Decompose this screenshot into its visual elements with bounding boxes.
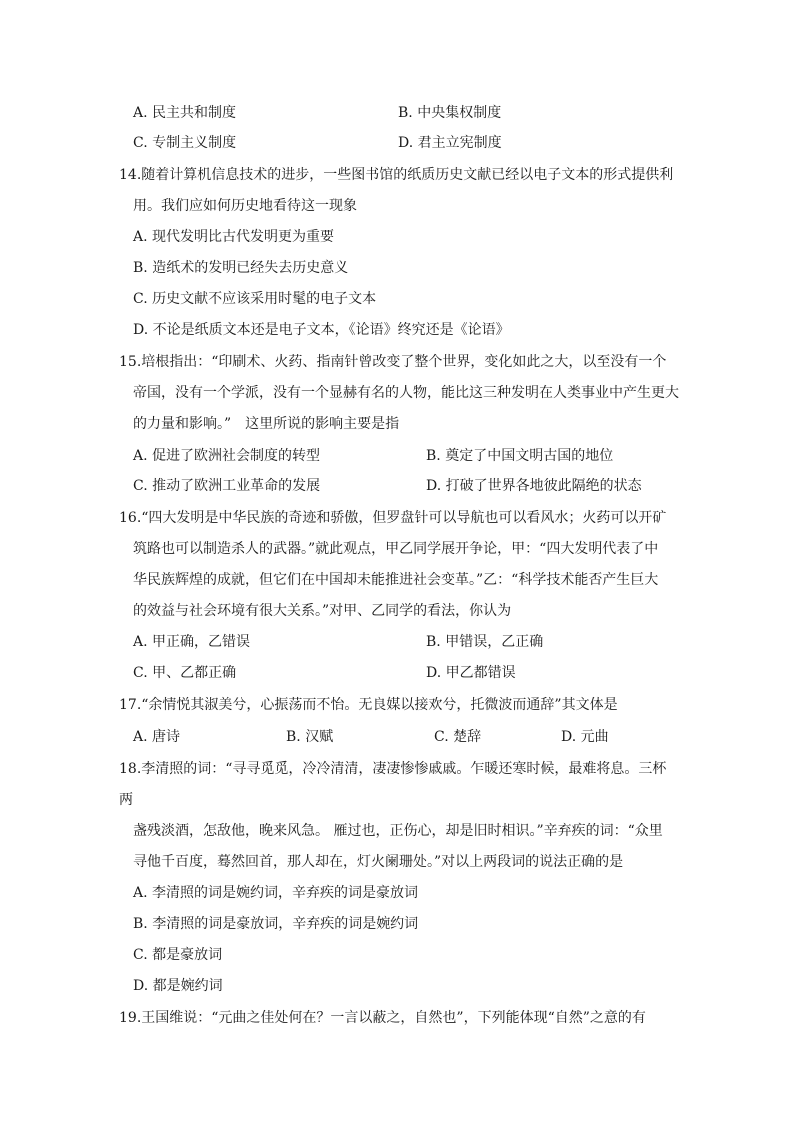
q17-option-c: C. 楚辞 [434,729,482,745]
q13-option-c: C. 专制主义制度 [133,135,237,151]
q15-stem-line-1: 15.培根指出：“印刷术、火药、指南针曾改变了整个世界，变化如此之大，以至没有一个 [119,354,667,370]
q16-stem-line-1: 16.“四大发明是中华民族的奇迹和骄傲，但罗盘针可以导航也可以看风水；火药可以开矿 [119,510,667,526]
q18-option-c: C. 都是豪放词 [133,947,223,963]
q16-stem-line-4: 的效益与社会环境有很大关系。”对甲、乙同学的看法，你认为 [133,603,512,619]
q17-option-b: B. 汉赋 [286,729,334,745]
q14-option-a: A. 现代发明比古代发明更为重要 [133,229,335,245]
q15-stem-line-3: 的力量和影响。” 这里所说的影响主要是指 [133,416,400,432]
q13-option-b: B. 中央集权制度 [398,105,502,121]
q18-stem-line-3: 盏残淡酒，怎敌他，晚来风急。 雁过也，正伤心，却是旧时相识。”辛弃疾的词：“众里 [133,823,663,839]
q15-option-a: A. 促进了欧洲社会制度的转型 [133,448,321,464]
q15-option-d: D. 打破了世界各地彼此隔绝的状态 [426,478,642,494]
q13-option-a: A. 民主共和制度 [133,105,237,121]
q15-stem-line-2: 帝国，没有一个学派，没有一个显赫有名的人物，能比这三种发明在人类事业中产生更大 [133,385,679,401]
q17-option-d: D. 元曲 [561,729,609,745]
q14-option-c: C. 历史文献不应该采用时髦的电子文本 [133,291,377,307]
q18-stem-line-1: 18.李清照的词：“寻寻觅觅，冷冷清清，凄凄惨惨戚戚。乍暖还寒时候，最难将息。三杯 [119,761,667,777]
q15-option-c: C. 推动了欧洲工业革命的发展 [133,478,321,494]
q16-stem-line-3: 华民族辉煌的成就，但它们在中国却未能推进社会变革。”乙：“科学技术能否产生巨大 [133,572,659,588]
q16-option-d: D. 甲乙都错误 [426,665,516,681]
q13-option-d: D. 君主立宪制度 [398,135,502,151]
q17-stem-line-1: 17.“余情悦其淑美兮，心振荡而不怡。无良媒以接欢兮，托微波而通辞”其文体是 [119,697,618,713]
q18-option-a: A. 李清照的词是婉约词，辛弃疾的词是豪放词 [133,885,419,901]
q14-option-d: D. 不论是纸质文本还是电子文本，《论语》终究还是《论语》 [133,322,510,338]
q16-stem-line-2: 筑路也可以制造杀人的武器。”就此观点，甲乙同学展开争论，甲：“四大发明代表了中 [133,541,659,557]
q14-option-b: B. 造纸术的发明已经失去历史意义 [133,260,349,276]
q14-stem-line-1: 14.随着计算机信息技术的进步，一些图书馆的纸质历史文献已经以电子文本的形式提供利 [119,167,674,183]
q17-option-a: A. 唐诗 [133,729,181,745]
q16-option-c: C. 甲、乙都正确 [133,665,237,681]
q16-option-b: B. 甲错误，乙正确 [426,634,544,650]
q18-option-b: B. 李清照的词是豪放词，辛弃疾的词是婉约词 [133,916,419,932]
q18-stem-line-2: 两 [119,792,133,808]
q16-option-a: A. 甲正确，乙错误 [133,634,251,650]
q18-option-d: D. 都是婉约词 [133,978,223,994]
q14-stem-line-2: 用。我们应如何历史地看待这一现象 [133,198,357,214]
q15-option-b: B. 奠定了中国文明古国的地位 [426,448,614,464]
q18-stem-line-4: 寻他千百度，蓦然回首，那人却在，灯火阑珊处。”对以上两段词的说法正确的是 [133,854,624,870]
q19-stem-line-1: 19.王国维说：“元曲之佳处何在？一言以蔽之，自然也”，下列能体现“自然”之意的有 [119,1010,646,1026]
